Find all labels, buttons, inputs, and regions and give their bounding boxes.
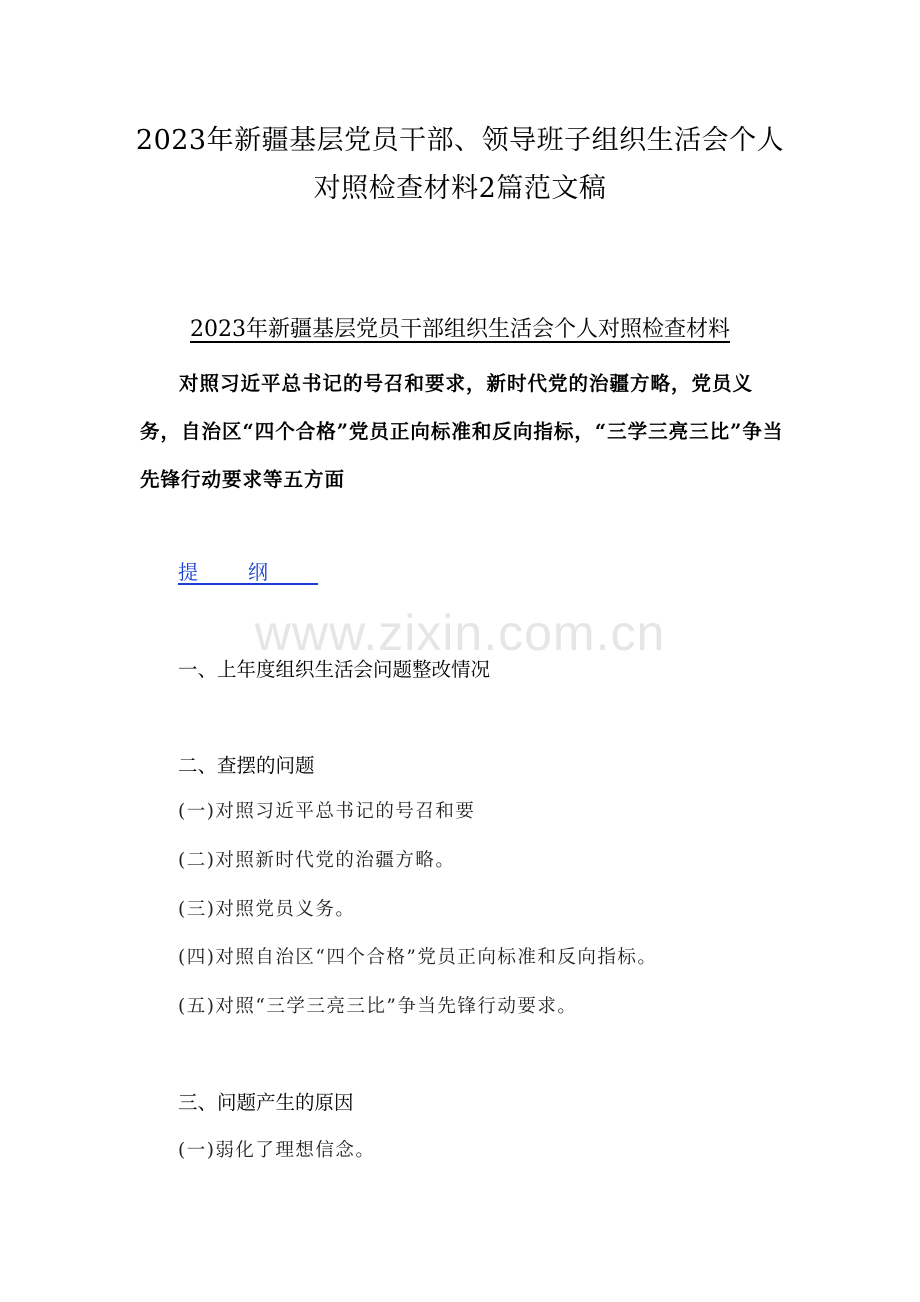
article-subtitle-text: 2023年新疆基层党员干部组织生活会个人对照检查材料	[190, 317, 730, 342]
list-item: (一)弱化了理想信念。	[178, 1140, 376, 1161]
section-heading-1: 一、上年度组织生活会问题整改情况	[178, 658, 491, 681]
outline-link[interactable]: 提纲	[178, 560, 318, 584]
list-item: (三)对照党员义务。	[178, 899, 356, 920]
list-item: (二)对照新时代党的治疆方略。	[178, 850, 456, 871]
list-item: (一)对照习近平总书记的号召和要	[178, 801, 476, 822]
watermark: www.zixin.com.cn	[254, 605, 666, 661]
section-heading-3: 三、问题产生的原因	[178, 1091, 354, 1114]
section-heading-2: 二、查摆的问题	[178, 754, 315, 777]
document-title-line1: 2023年新疆基层党员干部、领导班子组织生活会个人	[135, 125, 785, 156]
list-item: (五)对照“三学三亮三比”争当先锋行动要求。	[178, 996, 578, 1017]
list-item: (四)对照自治区“四个合格”党员正向标准和反向指标。	[178, 947, 658, 968]
article-subtitle	[0, 312, 920, 343]
document-title-line2: 对照检查材料2篇范文稿	[313, 173, 607, 204]
intro-paragraph: 对照习近平总书记的号召和要求，新时代党的治疆方略，党员义务，自治区“四个合格”党员正向标准和反向指标，“三学三亮三比”争当先锋行动要求等五方面	[140, 372, 784, 491]
